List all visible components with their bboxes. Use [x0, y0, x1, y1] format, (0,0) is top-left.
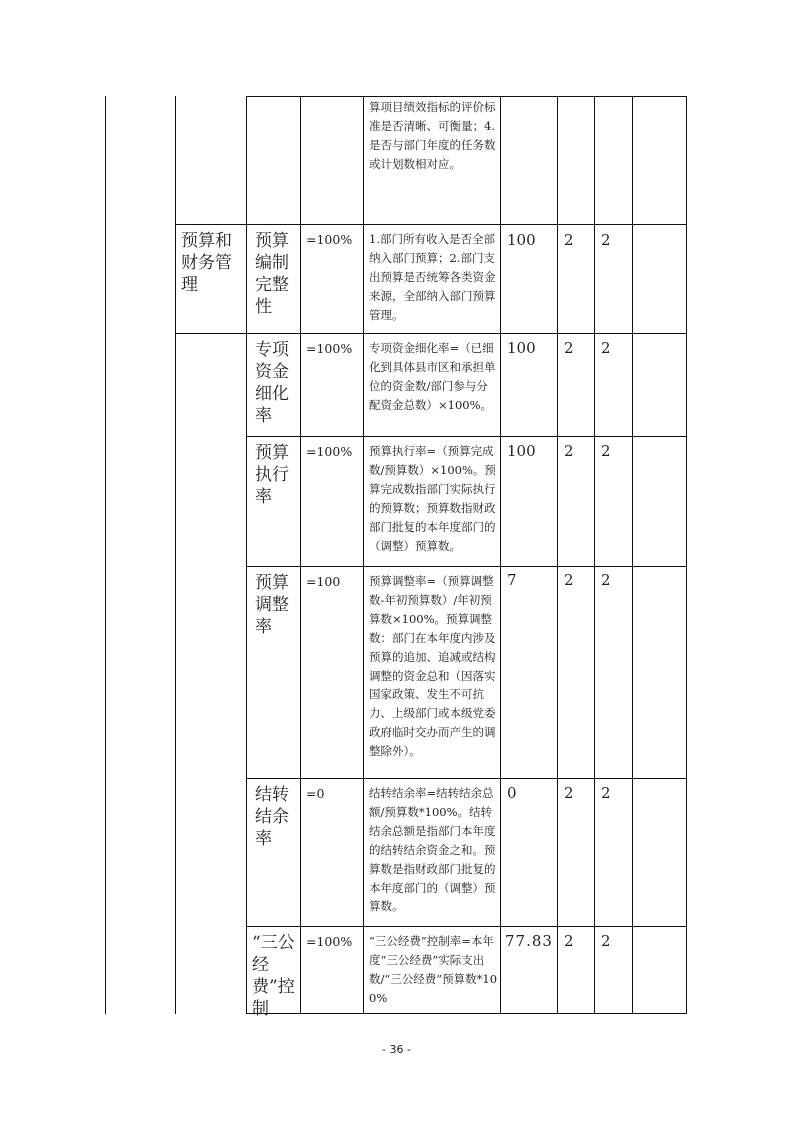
- weight-value: 2: [564, 784, 574, 802]
- table-right-border: [686, 96, 687, 1014]
- row-rule-bottom: [246, 1013, 687, 1014]
- row-rule-3: [246, 436, 687, 437]
- column-divider-5: [500, 96, 501, 1014]
- score-value: 2: [601, 231, 611, 249]
- actual-value: 100: [507, 231, 536, 249]
- score-value: 2: [601, 442, 611, 460]
- score-value: 2: [601, 932, 611, 950]
- row-rule-2: [175, 333, 687, 334]
- indicator-description: 预算调整率=（预算调整数-年初预算数）/年初预算数×100%。预算调整数：部门在本年度内涉及预算的追加、追减或结构调整的资金总和（因落实国家政策、发生不可抗力、上级部门或本级党委政府临时交办而产生的调整除外）。: [369, 574, 496, 759]
- indicator-name: 专项资金细化率: [255, 340, 289, 426]
- column-divider-1: [175, 96, 176, 1014]
- indicator-description: 预算执行率=（预算完成数/预算数）×100%。预算完成数指部门实际执行的预算数；预算数指财政部门批复的本年度部门的（调整）预算数。: [369, 444, 496, 553]
- column-divider-4: [363, 96, 364, 1014]
- weight-value: 2: [564, 442, 574, 460]
- score-value: 2: [601, 339, 611, 357]
- row-rule-top: [246, 96, 687, 97]
- indicator-name: 预算执行率: [255, 443, 289, 507]
- actual-value: 77.83: [505, 932, 553, 950]
- target-value: =100: [306, 574, 341, 589]
- column-divider-7: [594, 96, 595, 1014]
- actual-value: 7: [507, 571, 517, 589]
- table-left-border: [105, 96, 106, 1014]
- indicator-description: “三公经费”控制率=本年度“三公经费”实际支出数/“三公经费”预算数*100%: [369, 934, 498, 1005]
- target-value: =0: [306, 786, 325, 801]
- column-divider-8: [632, 96, 633, 1014]
- score-value: 2: [601, 571, 611, 589]
- score-value: 2: [601, 784, 611, 802]
- indicator-description: 1.部门所有收入是否全部纳入部门预算；2.部门支出预算是否统筹各类资金来源，全部纳入部门预算管理。: [369, 232, 496, 322]
- column-divider-3: [300, 96, 301, 1014]
- column-divider-2: [246, 96, 247, 1014]
- row-rule-5: [246, 778, 687, 779]
- column-divider-6: [557, 96, 558, 1014]
- row-rule-4: [246, 566, 687, 567]
- actual-value: 100: [507, 442, 536, 460]
- row-rule-6: [246, 926, 687, 927]
- page-number: - 36 -: [382, 1043, 411, 1056]
- target-value: =100%: [306, 232, 353, 247]
- indicator-name: 预算编制完整性: [255, 231, 289, 317]
- continuation-description: 算项目绩效指标的评价标准是否清晰、可衡量；4.是否与部门年度的任务数或计划数相对应。: [369, 100, 496, 171]
- row-rule-1: [175, 224, 687, 225]
- target-value: =100%: [306, 444, 353, 459]
- indicator-description: 专项资金细化率=（已细化到具体县市区和承担单位的资金数/部门参与分配资金总数）×100%。: [369, 341, 496, 412]
- group-label: 预算和财务管理: [181, 231, 232, 295]
- actual-value: 100: [507, 339, 536, 357]
- weight-value: 2: [564, 231, 574, 249]
- indicator-name: 结转结余率: [255, 785, 289, 849]
- indicator-name: 预算调整率: [255, 573, 289, 637]
- actual-value: 0: [507, 784, 517, 802]
- weight-value: 2: [564, 339, 574, 357]
- indicator-description: 结转结余率=结转结余总额/预算数*100%。结转结余总额是指部门本年度的结转结余资金之和。预算数是指财政部门批复的本年度部门的（调整）预算数。: [369, 786, 496, 914]
- target-value: =100%: [306, 341, 353, 356]
- weight-value: 2: [564, 932, 574, 950]
- indicator-name: “三公经费”控制: [252, 933, 295, 1019]
- target-value: =100%: [306, 934, 353, 949]
- weight-value: 2: [564, 571, 574, 589]
